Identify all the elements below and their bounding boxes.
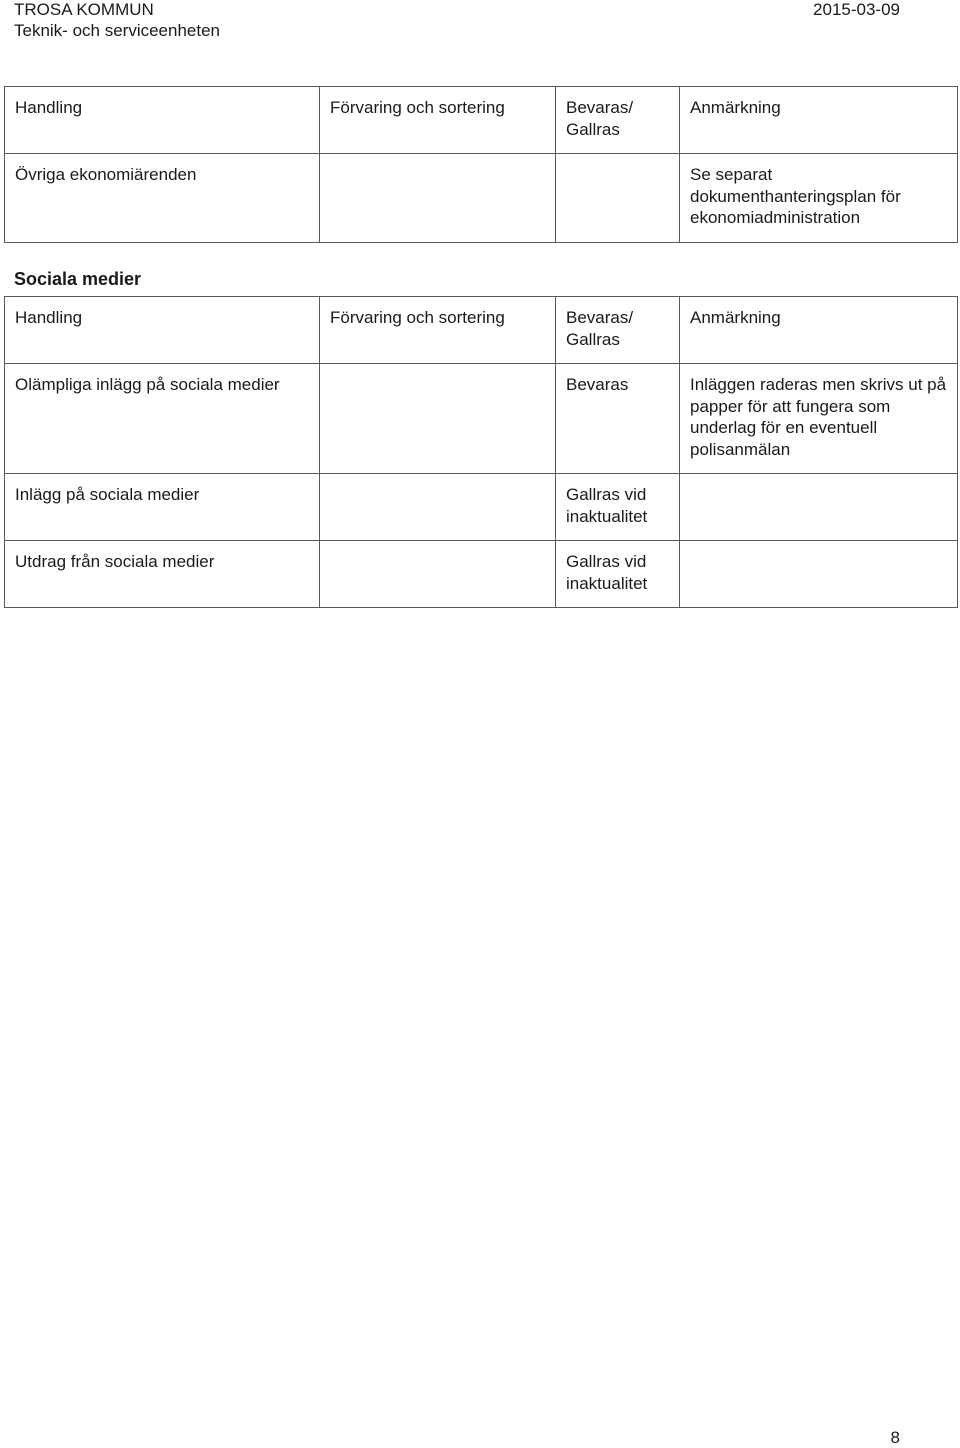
column-header-bevaras-gallras: Bevaras/ Gallras [556, 87, 680, 154]
cell-handling: Inlägg på sociala medier [5, 474, 320, 541]
page-number: 8 [890, 1428, 900, 1447]
sociala-medier-table [4, 296, 958, 608]
cell-handling: Olämpliga inlägg på sociala medier [5, 364, 320, 474]
column-header-forvaring: Förvaring och sortering [320, 297, 556, 364]
page-header [14, 0, 900, 44]
table-header-row [5, 297, 958, 364]
organization-name: TROSA KOMMUN [14, 0, 154, 19]
table-row [5, 541, 958, 608]
cell-anmarkning: Inläggen raderas men skrivs ut på papper för att fungera som underlag för en eventuell polisanmälan [680, 364, 958, 474]
table-row [5, 154, 958, 243]
table-header-row [5, 87, 958, 154]
cell-bevaras-gallras: Gallras vid inaktualitet [556, 474, 680, 541]
cell-forvaring [320, 474, 556, 541]
cell-bevaras-gallras: Gallras vid inaktualitet [556, 541, 680, 608]
cell-forvaring [320, 364, 556, 474]
ekonomi-table [4, 86, 958, 243]
cell-anmarkning [680, 474, 958, 541]
column-header-anmarkning: Anmärkning [680, 297, 958, 364]
section-title-sociala-medier: Sociala medier [14, 269, 142, 289]
cell-anmarkning: Se separat dokumenthanteringsplan för ekonomiadministration [680, 154, 958, 243]
cell-anmarkning [680, 541, 958, 608]
unit-name: Teknik- och serviceenheten [14, 21, 221, 40]
cell-bevaras-gallras: Bevaras [556, 364, 680, 474]
table-row [5, 364, 958, 474]
column-header-anmarkning: Anmärkning [680, 87, 958, 154]
cell-forvaring [320, 154, 556, 243]
document-date: 2015-03-09 [813, 0, 900, 19]
column-header-bevaras-gallras: Bevaras/ Gallras [556, 297, 680, 364]
column-header-handling: Handling [5, 297, 320, 364]
cell-bevaras-gallras [556, 154, 680, 243]
column-header-handling: Handling [5, 87, 320, 154]
cell-handling: Övriga ekonomiärenden [5, 154, 320, 243]
column-header-forvaring: Förvaring och sortering [320, 87, 556, 154]
cell-forvaring [320, 541, 556, 608]
table-row [5, 474, 958, 541]
cell-handling: Utdrag från sociala medier [5, 541, 320, 608]
